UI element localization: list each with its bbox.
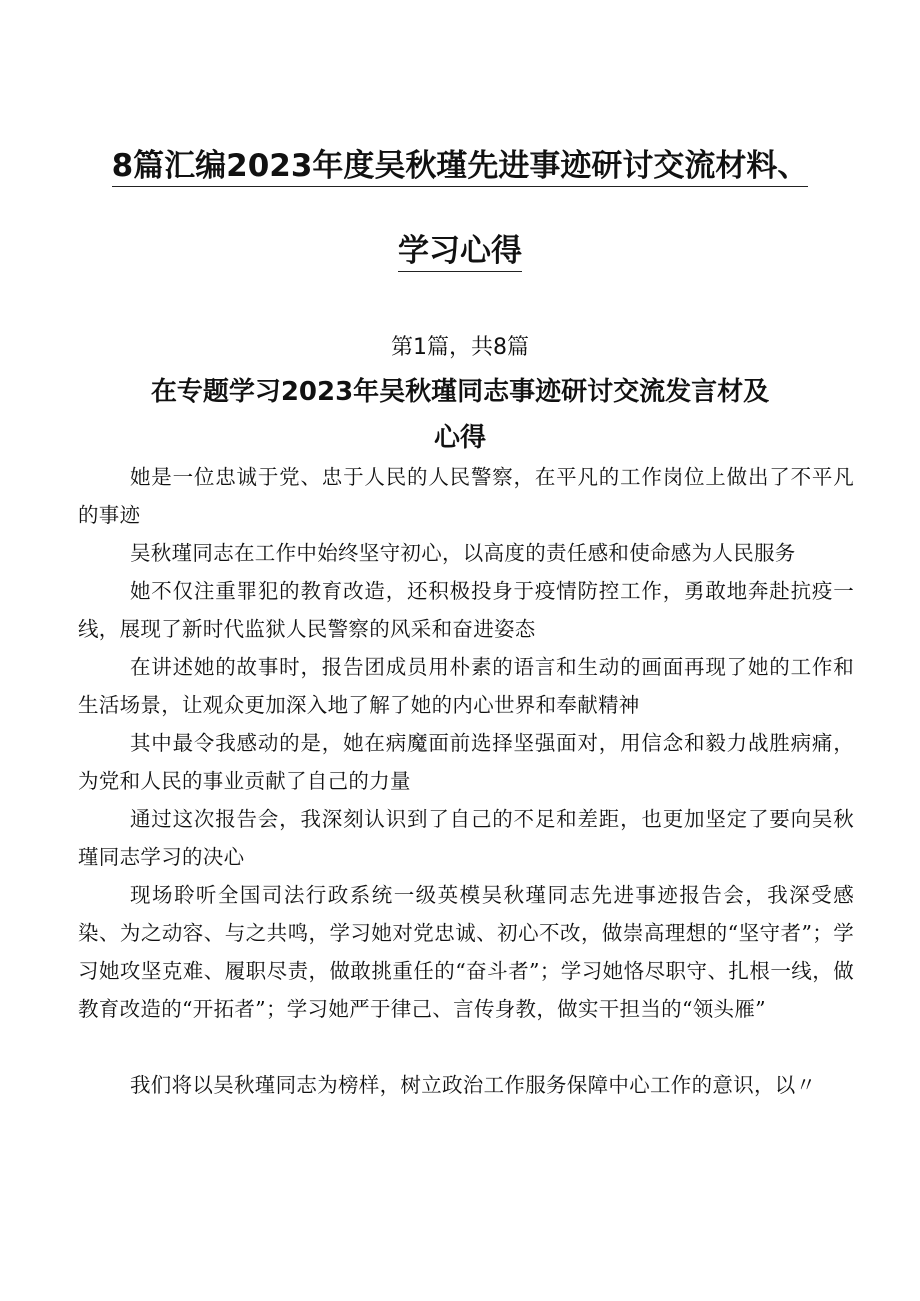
- paragraph: 现场聆听全国司法行政系统一级英模吴秋瑾同志先进事迹报告会，我深受感染、为之动容、与之共鸣，学习她对党忠诚、初心不改，做崇高理想的“坚守者”；学习她攻坚克难、履职尽责，做敢挑重任的“奋斗者”；学习她恪尽职守、扎根一线，做教育改造的“开拓者”；学习她严于律己、言传身教，做实干担当的“领头雁”: [78, 883, 854, 1021]
- paragraph: 她是一位忠诚于党、忠于人民的人民警察，在平凡的工作岗位上做出了不平凡的事迹: [78, 465, 854, 527]
- paragraph: 通过这次报告会，我深刻认识到了自己的不足和差距，也更加坚定了要向吴秋瑾同志学习的决心: [78, 807, 854, 869]
- section-title-line-1: 在专题学习2023年吴秋瑾同志事迹研讨交流发言材及: [150, 377, 770, 407]
- part-indicator: 第1篇，共8篇: [391, 335, 529, 360]
- section-title-line-2: 心得: [433, 423, 486, 453]
- document-title-text-2: 学习心得: [398, 233, 522, 272]
- paragraph: 吴秋瑾同志在工作中始终坚守初心，以高度的责任感和使命感为人民服务: [130, 541, 796, 565]
- body-text: [78, 458, 854, 1104]
- paragraph: 其中最令我感动的是，她在病魔面前选择坚强面对，用信念和毅力战胜病痛，为党和人民的事业贡献了自己的力量: [78, 731, 854, 793]
- paragraph: 她不仅注重罪犯的教育改造，还积极投身于疫情防控工作，勇敢地奔赴抗疫一线，展现了新时代监狱人民警察的风采和奋进姿态: [78, 579, 854, 641]
- document-title-line-2: [0, 225, 920, 270]
- paragraph: 我们将以吴秋瑾同志为榜样，树立政治工作服务保障中心工作的意识，以〃: [130, 1073, 817, 1097]
- document-title-line-1: [0, 140, 920, 185]
- paragraph: 在讲述她的故事时，报告团成员用朴素的语言和生动的画面再现了她的工作和生活场景，让观众更加深入地了解了她的内心世界和奉献精神: [78, 655, 854, 717]
- document-title-text-1: 8篇汇编2023年度吴秋瑾先进事迹研讨交流材料、: [112, 148, 809, 187]
